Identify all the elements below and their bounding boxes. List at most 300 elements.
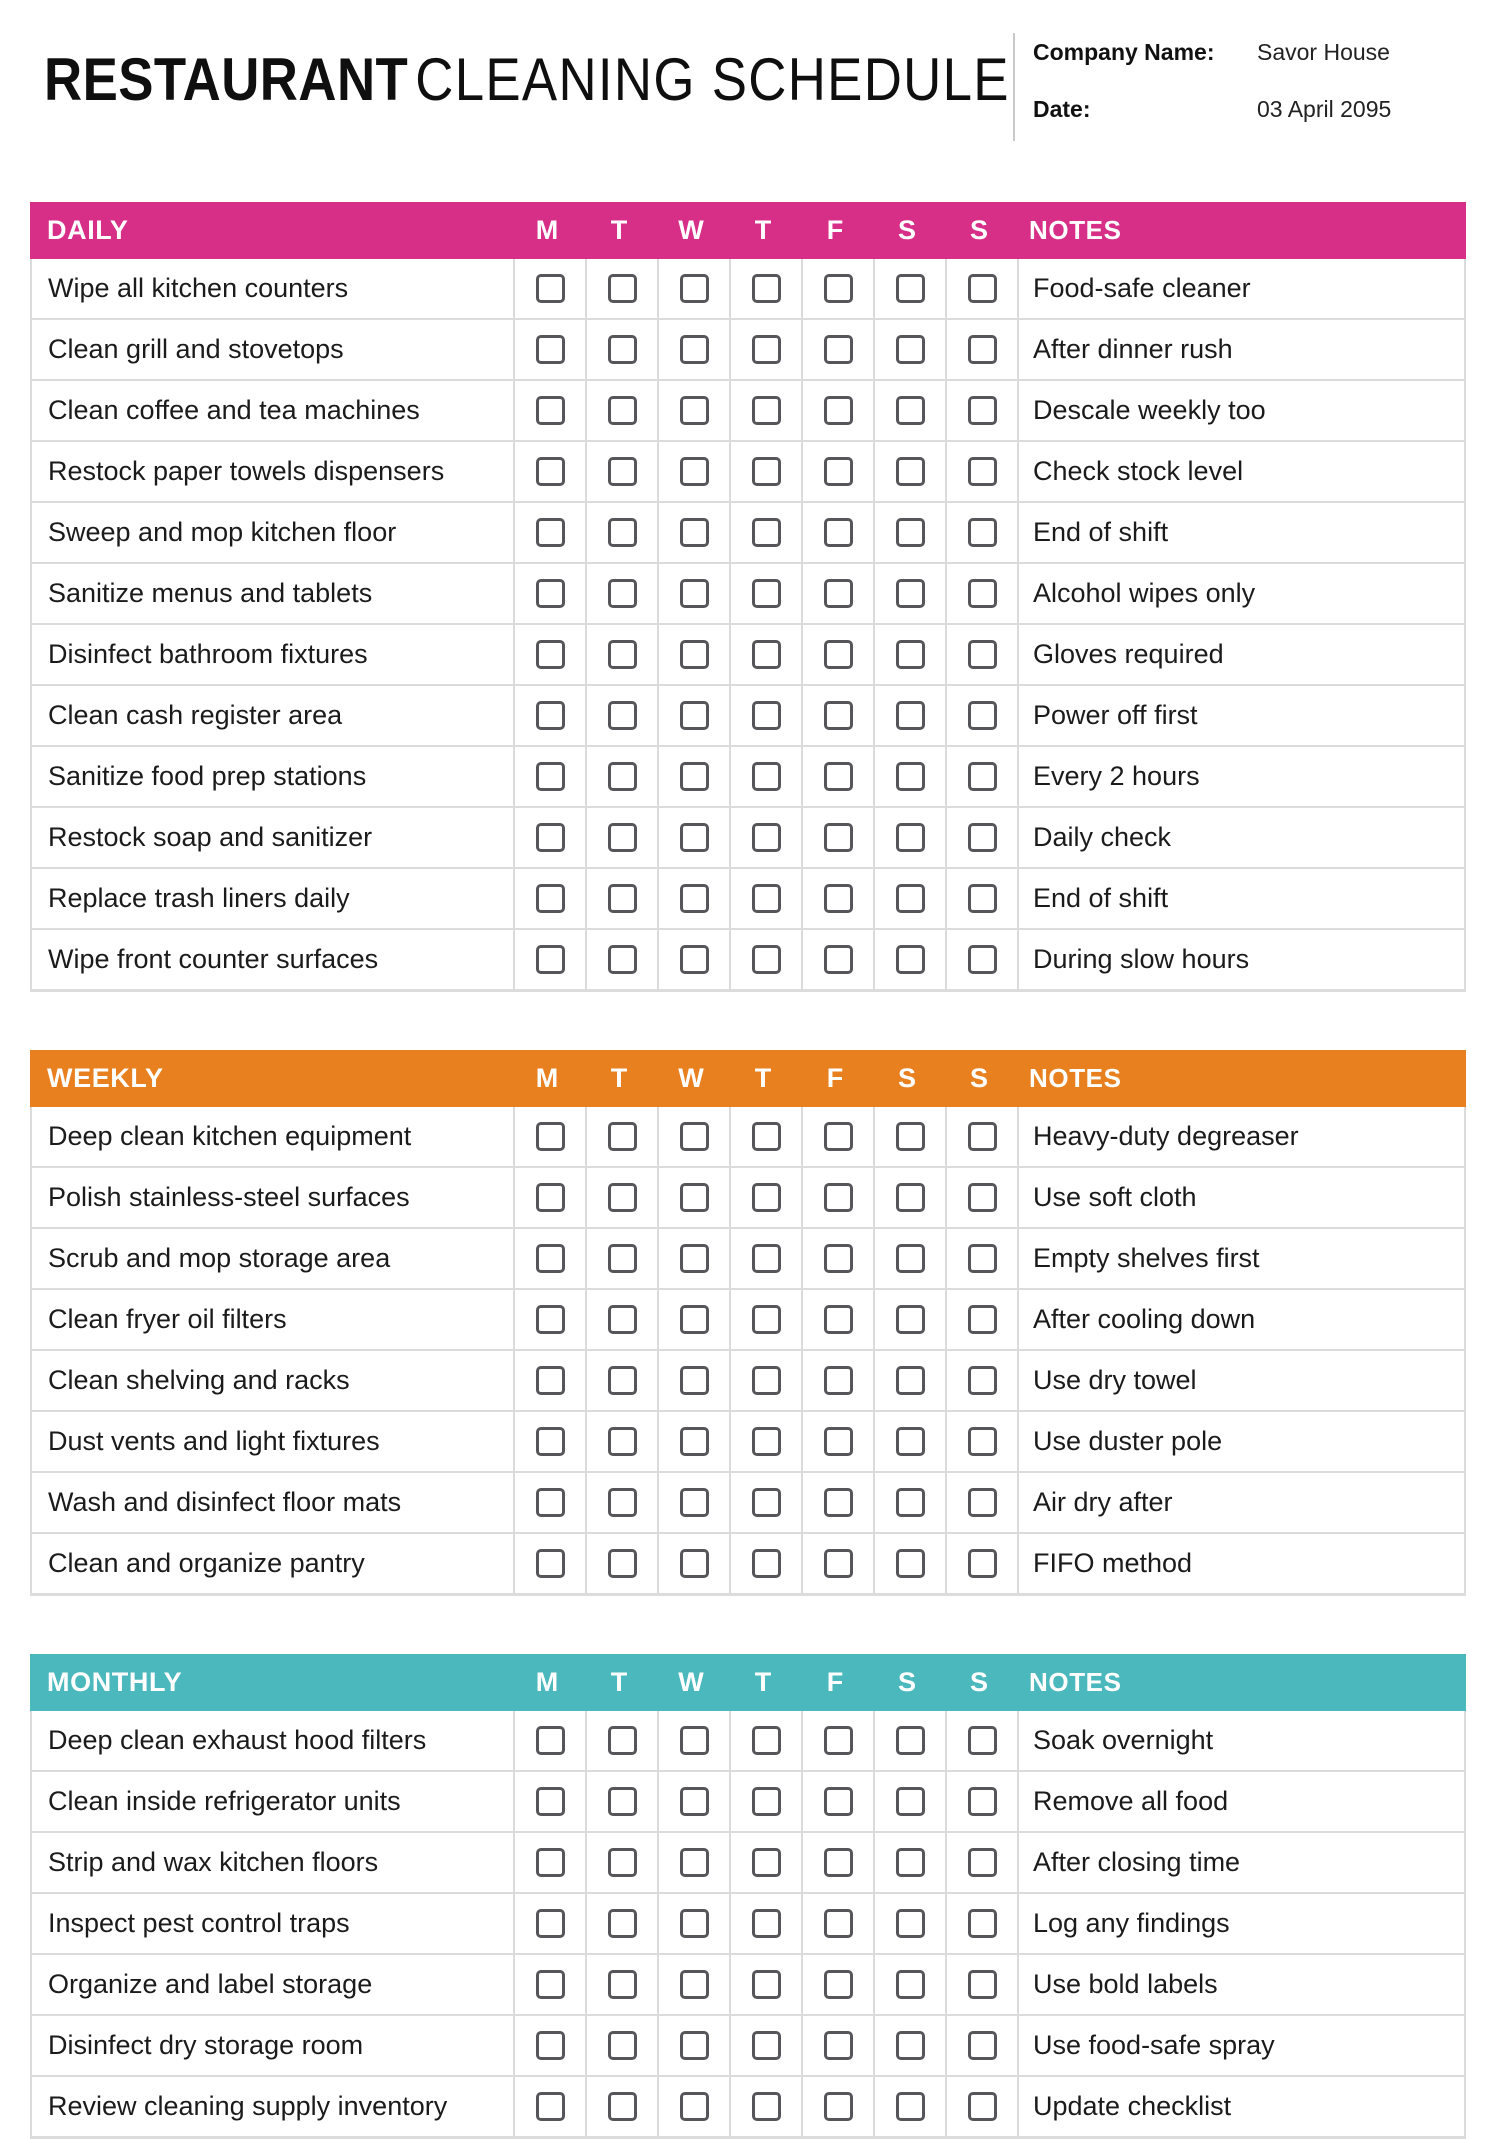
checkbox-cell — [873, 1711, 945, 1770]
checkbox-cell — [873, 1534, 945, 1593]
checkbox[interactable] — [680, 1848, 709, 1877]
checkbox[interactable] — [896, 2092, 925, 2121]
checkbox[interactable] — [824, 1183, 853, 1212]
checkbox[interactable] — [680, 1244, 709, 1273]
checkbox[interactable] — [536, 1726, 565, 1755]
checkbox[interactable] — [896, 457, 925, 486]
section-weekly — [30, 1050, 1466, 1596]
checkbox-cell — [801, 625, 873, 684]
checkbox[interactable] — [752, 2092, 781, 2121]
checkbox[interactable] — [968, 701, 997, 730]
checkbox-cell — [657, 1229, 729, 1288]
checkbox-cell — [801, 930, 873, 989]
checkbox-cell — [729, 930, 801, 989]
checkbox[interactable] — [824, 1244, 853, 1273]
checkbox[interactable] — [536, 457, 565, 486]
checkbox[interactable] — [824, 579, 853, 608]
checkbox[interactable] — [896, 274, 925, 303]
checkbox[interactable] — [824, 518, 853, 547]
table-row — [32, 1772, 1464, 1833]
checkbox[interactable] — [896, 1909, 925, 1938]
checkbox[interactable] — [824, 1549, 853, 1578]
checkbox[interactable] — [680, 1488, 709, 1517]
checkbox[interactable] — [536, 762, 565, 791]
checkbox[interactable] — [968, 1726, 997, 1755]
checkbox-cell — [657, 1107, 729, 1166]
checkbox[interactable] — [824, 1366, 853, 1395]
checkbox[interactable] — [824, 335, 853, 364]
checkbox-cell — [801, 503, 873, 562]
section-body-daily — [30, 259, 1466, 992]
checkbox[interactable] — [608, 1244, 637, 1273]
checkbox[interactable] — [536, 640, 565, 669]
day-header: F — [826, 1063, 844, 1093]
checkbox-cell — [513, 2077, 585, 2136]
checkbox-cell — [513, 1772, 585, 1831]
checkbox[interactable] — [752, 396, 781, 425]
checkbox[interactable] — [896, 884, 925, 913]
checkbox[interactable] — [824, 1848, 853, 1877]
checkbox[interactable] — [608, 762, 637, 791]
checkbox-cell — [729, 747, 801, 806]
checkbox-cell — [585, 686, 657, 745]
checkbox[interactable] — [608, 1305, 637, 1334]
checkbox[interactable] — [680, 701, 709, 730]
section-monthly — [30, 1654, 1466, 2139]
checkbox[interactable] — [824, 457, 853, 486]
checkbox-cell — [513, 2016, 585, 2075]
checkbox[interactable] — [536, 2031, 565, 2060]
checkbox-cell — [801, 1351, 873, 1410]
checkbox[interactable] — [680, 1726, 709, 1755]
checkbox-cell — [945, 686, 1017, 745]
day-header: T — [754, 1063, 772, 1093]
note-text: Use duster pole — [1017, 1412, 1464, 1471]
task-label: Clean cash register area — [48, 700, 343, 730]
checkbox[interactable] — [824, 274, 853, 303]
checkbox[interactable] — [680, 518, 709, 547]
checkbox[interactable] — [896, 396, 925, 425]
checkbox-cell — [657, 808, 729, 867]
checkbox-cell — [945, 1772, 1017, 1831]
checkbox[interactable] — [536, 518, 565, 547]
checkbox[interactable] — [896, 1726, 925, 1755]
checkbox[interactable] — [536, 274, 565, 303]
section-title: WEEKLY — [47, 1063, 164, 1093]
checkbox[interactable] — [536, 1488, 565, 1517]
task-label: Sanitize menus and tablets — [48, 578, 373, 608]
table-row — [32, 2016, 1464, 2077]
checkbox[interactable] — [968, 579, 997, 608]
table-row — [32, 2077, 1464, 2136]
checkbox[interactable] — [680, 1183, 709, 1212]
checkbox[interactable] — [608, 1366, 637, 1395]
checkbox-cell — [513, 625, 585, 684]
page-title-light: CLEANING SCHEDULE — [415, 46, 1010, 113]
checkbox-cell — [729, 1412, 801, 1471]
checkbox[interactable] — [824, 1427, 853, 1456]
checkbox-cell — [801, 320, 873, 379]
checkbox[interactable] — [824, 1488, 853, 1517]
checkbox[interactable] — [608, 1427, 637, 1456]
checkbox[interactable] — [824, 945, 853, 974]
checkbox[interactable] — [608, 823, 637, 852]
checkbox[interactable] — [752, 335, 781, 364]
checkbox[interactable] — [680, 1970, 709, 1999]
checkbox[interactable] — [536, 1848, 565, 1877]
checkbox-cell — [657, 686, 729, 745]
checkbox[interactable] — [968, 396, 997, 425]
checkbox[interactable] — [680, 1366, 709, 1395]
checkbox[interactable] — [752, 1787, 781, 1816]
checkbox[interactable] — [752, 1427, 781, 1456]
checkbox-cell — [657, 1168, 729, 1227]
checkbox-cell — [801, 2016, 873, 2075]
checkbox-cell — [873, 1772, 945, 1831]
checkbox-cell — [585, 869, 657, 928]
checkbox[interactable] — [824, 1787, 853, 1816]
checkbox[interactable] — [752, 1726, 781, 1755]
checkbox-cell — [585, 259, 657, 318]
checkbox[interactable] — [536, 823, 565, 852]
checkbox[interactable] — [968, 518, 997, 547]
checkbox[interactable] — [752, 640, 781, 669]
checkbox-cell — [729, 1229, 801, 1288]
checkbox-cell — [513, 1168, 585, 1227]
checkbox[interactable] — [968, 2092, 997, 2121]
checkbox[interactable] — [968, 884, 997, 913]
task-label: Deep clean exhaust hood filters — [48, 1725, 427, 1755]
checkbox[interactable] — [680, 274, 709, 303]
checkbox[interactable] — [752, 1549, 781, 1578]
checkbox-cell — [585, 1473, 657, 1532]
table-row — [32, 1955, 1464, 2016]
note-text: Daily check — [1017, 808, 1464, 867]
checkbox[interactable] — [536, 701, 565, 730]
checkbox-cell — [657, 442, 729, 501]
checkbox-cell — [873, 625, 945, 684]
checkbox[interactable] — [536, 1909, 565, 1938]
checkbox-cell — [657, 381, 729, 440]
checkbox[interactable] — [896, 1427, 925, 1456]
checkbox[interactable] — [824, 1122, 853, 1151]
task-label: Clean inside refrigerator units — [48, 1786, 401, 1816]
checkbox[interactable] — [608, 2031, 637, 2060]
table-row — [32, 686, 1464, 747]
checkbox-cell — [801, 1534, 873, 1593]
checkbox[interactable] — [608, 335, 637, 364]
task-label: Disinfect bathroom fixtures — [48, 639, 368, 669]
checkbox[interactable] — [896, 823, 925, 852]
checkbox[interactable] — [824, 1726, 853, 1755]
checkbox[interactable] — [608, 579, 637, 608]
checkbox-cell — [657, 625, 729, 684]
checkbox[interactable] — [752, 1366, 781, 1395]
note-text: Update checklist — [1017, 2077, 1464, 2136]
checkbox[interactable] — [896, 1305, 925, 1334]
checkbox[interactable] — [536, 396, 565, 425]
checkbox[interactable] — [608, 1549, 637, 1578]
checkbox[interactable] — [896, 1488, 925, 1517]
checkbox[interactable] — [752, 2031, 781, 2060]
table-row — [32, 320, 1464, 381]
checkbox-cell — [657, 1955, 729, 2014]
checkbox[interactable] — [752, 579, 781, 608]
date-value: 03 April 2095 — [1257, 96, 1392, 122]
checkbox-cell — [585, 1351, 657, 1410]
checkbox[interactable] — [896, 640, 925, 669]
checkbox[interactable] — [824, 1970, 853, 1999]
checkbox[interactable] — [968, 1366, 997, 1395]
checkbox[interactable] — [752, 274, 781, 303]
checkbox[interactable] — [536, 1427, 565, 1456]
checkbox[interactable] — [824, 823, 853, 852]
note-text: Air dry after — [1017, 1473, 1464, 1532]
checkbox[interactable] — [752, 945, 781, 974]
checkbox[interactable] — [968, 1305, 997, 1334]
checkbox-cell — [585, 930, 657, 989]
checkbox[interactable] — [968, 457, 997, 486]
note-text: Heavy-duty degreaser — [1017, 1107, 1464, 1166]
checkbox[interactable] — [752, 762, 781, 791]
checkbox-cell — [729, 2016, 801, 2075]
checkbox[interactable] — [608, 1183, 637, 1212]
day-header: T — [754, 215, 772, 245]
checkbox-cell — [657, 1534, 729, 1593]
note-text: Use dry towel — [1017, 1351, 1464, 1410]
checkbox[interactable] — [608, 396, 637, 425]
checkbox[interactable] — [896, 1848, 925, 1877]
task-label: Sweep and mop kitchen floor — [48, 517, 397, 547]
checkbox-cell — [729, 808, 801, 867]
table-row — [32, 930, 1464, 989]
checkbox[interactable] — [896, 762, 925, 791]
checkbox[interactable] — [536, 1183, 565, 1212]
table-row — [32, 625, 1464, 686]
checkbox[interactable] — [824, 1909, 853, 1938]
checkbox[interactable] — [680, 1427, 709, 1456]
checkbox[interactable] — [608, 2092, 637, 2121]
checkbox[interactable] — [536, 335, 565, 364]
checkbox[interactable] — [968, 1970, 997, 1999]
table-row — [32, 503, 1464, 564]
checkbox[interactable] — [968, 1787, 997, 1816]
section-header-weekly — [30, 1050, 1466, 1107]
company-meta — [1013, 33, 1391, 141]
checkbox[interactable] — [536, 2092, 565, 2121]
checkbox[interactable] — [680, 762, 709, 791]
checkbox[interactable] — [896, 518, 925, 547]
checkbox[interactable] — [824, 701, 853, 730]
checkbox[interactable] — [824, 640, 853, 669]
checkbox[interactable] — [608, 884, 637, 913]
checkbox-cell — [585, 1534, 657, 1593]
checkbox[interactable] — [608, 1726, 637, 1755]
checkbox[interactable] — [536, 1244, 565, 1273]
checkbox-cell — [513, 1534, 585, 1593]
checkbox[interactable] — [968, 1244, 997, 1273]
checkbox[interactable] — [968, 1427, 997, 1456]
checkbox[interactable] — [608, 1122, 637, 1151]
checkbox[interactable] — [608, 1909, 637, 1938]
checkbox[interactable] — [824, 2031, 853, 2060]
checkbox[interactable] — [680, 884, 709, 913]
checkbox[interactable] — [608, 1970, 637, 1999]
checkbox-cell — [945, 1107, 1017, 1166]
checkbox[interactable] — [896, 579, 925, 608]
checkbox[interactable] — [968, 1488, 997, 1517]
checkbox[interactable] — [896, 1122, 925, 1151]
checkbox[interactable] — [896, 1183, 925, 1212]
checkbox[interactable] — [680, 1305, 709, 1334]
note-text: Use bold labels — [1017, 1955, 1464, 2014]
task-label: Organize and label storage — [48, 1969, 373, 1999]
checkbox[interactable] — [752, 1970, 781, 1999]
checkbox[interactable] — [608, 457, 637, 486]
notes-header: NOTES — [1029, 1667, 1122, 1697]
checkbox-cell — [801, 1168, 873, 1227]
checkbox[interactable] — [968, 2031, 997, 2060]
checkbox[interactable] — [752, 518, 781, 547]
checkbox[interactable] — [680, 1787, 709, 1816]
note-text: Log any findings — [1017, 1894, 1464, 1953]
checkbox-cell — [513, 869, 585, 928]
checkbox[interactable] — [896, 1970, 925, 1999]
checkbox[interactable] — [680, 457, 709, 486]
checkbox[interactable] — [680, 640, 709, 669]
table-row — [32, 808, 1464, 869]
checkbox[interactable] — [680, 396, 709, 425]
checkbox-cell — [513, 503, 585, 562]
checkbox-cell — [657, 2016, 729, 2075]
checkbox[interactable] — [824, 884, 853, 913]
checkbox-cell — [585, 1229, 657, 1288]
checkbox-cell — [513, 1412, 585, 1471]
checkbox[interactable] — [680, 2092, 709, 2121]
company-name-label: Company Name: — [1033, 39, 1215, 65]
checkbox[interactable] — [752, 823, 781, 852]
checkbox[interactable] — [968, 1183, 997, 1212]
checkbox-cell — [873, 1168, 945, 1227]
checkbox[interactable] — [824, 396, 853, 425]
checkbox-cell — [585, 320, 657, 379]
checkbox-cell — [729, 1772, 801, 1831]
checkbox[interactable] — [896, 1549, 925, 1578]
checkbox[interactable] — [752, 1122, 781, 1151]
checkbox-cell — [873, 1107, 945, 1166]
table-row — [32, 1894, 1464, 1955]
checkbox[interactable] — [608, 945, 637, 974]
checkbox[interactable] — [680, 945, 709, 974]
table-row — [32, 1229, 1464, 1290]
checkbox[interactable] — [536, 1122, 565, 1151]
checkbox[interactable] — [536, 884, 565, 913]
checkbox[interactable] — [968, 1848, 997, 1877]
task-label: Replace trash liners daily — [48, 883, 350, 913]
checkbox[interactable] — [536, 579, 565, 608]
task-label: Clean fryer oil filters — [48, 1304, 287, 1334]
checkbox[interactable] — [968, 274, 997, 303]
checkbox[interactable] — [752, 1244, 781, 1273]
checkbox[interactable] — [680, 823, 709, 852]
checkbox-cell — [945, 1168, 1017, 1227]
checkbox[interactable] — [536, 1970, 565, 1999]
checkbox[interactable] — [824, 2092, 853, 2121]
checkbox[interactable] — [752, 457, 781, 486]
checkbox[interactable] — [536, 1305, 565, 1334]
checkbox[interactable] — [968, 945, 997, 974]
checkbox[interactable] — [536, 1549, 565, 1578]
checkbox[interactable] — [536, 945, 565, 974]
checkbox[interactable] — [968, 762, 997, 791]
checkbox[interactable] — [968, 335, 997, 364]
checkbox[interactable] — [824, 762, 853, 791]
checkbox-cell — [945, 930, 1017, 989]
checkbox[interactable] — [680, 1909, 709, 1938]
checkbox[interactable] — [536, 1787, 565, 1816]
checkbox[interactable] — [896, 1244, 925, 1273]
checkbox[interactable] — [752, 701, 781, 730]
checkbox-cell — [873, 1290, 945, 1349]
checkbox[interactable] — [680, 1549, 709, 1578]
checkbox-cell — [729, 442, 801, 501]
section-body-weekly — [30, 1107, 1466, 1596]
note-text: Use food-safe spray — [1017, 2016, 1464, 2075]
checkbox[interactable] — [896, 2031, 925, 2060]
task-label: Restock soap and sanitizer — [48, 822, 373, 852]
day-header: T — [610, 1063, 628, 1093]
checkbox-cell — [873, 686, 945, 745]
checkbox[interactable] — [680, 2031, 709, 2060]
checkbox[interactable] — [608, 274, 637, 303]
checkbox[interactable] — [752, 1305, 781, 1334]
checkbox[interactable] — [536, 1366, 565, 1395]
checkbox[interactable] — [752, 884, 781, 913]
checkbox-cell — [513, 808, 585, 867]
checkbox-cell — [801, 2077, 873, 2136]
checkbox[interactable] — [968, 1122, 997, 1151]
checkbox[interactable] — [896, 335, 925, 364]
checkbox[interactable] — [752, 1909, 781, 1938]
checkbox[interactable] — [968, 823, 997, 852]
checkbox-cell — [585, 1290, 657, 1349]
checkbox[interactable] — [608, 701, 637, 730]
checkbox-cell — [945, 1351, 1017, 1410]
checkbox[interactable] — [680, 579, 709, 608]
checkbox[interactable] — [896, 945, 925, 974]
checkbox[interactable] — [752, 1183, 781, 1212]
checkbox[interactable] — [608, 640, 637, 669]
checkbox[interactable] — [824, 1305, 853, 1334]
checkbox[interactable] — [896, 1366, 925, 1395]
checkbox-cell — [873, 930, 945, 989]
notes-header: NOTES — [1029, 1063, 1122, 1093]
checkbox[interactable] — [608, 1848, 637, 1877]
checkbox-cell — [513, 1229, 585, 1288]
checkbox[interactable] — [608, 1787, 637, 1816]
checkbox[interactable] — [968, 1549, 997, 1578]
checkbox[interactable] — [680, 335, 709, 364]
checkbox[interactable] — [968, 1909, 997, 1938]
checkbox[interactable] — [968, 640, 997, 669]
checkbox[interactable] — [896, 1787, 925, 1816]
checkbox[interactable] — [608, 518, 637, 547]
checkbox[interactable] — [752, 1488, 781, 1517]
checkbox[interactable] — [896, 701, 925, 730]
checkbox[interactable] — [752, 1848, 781, 1877]
checkbox[interactable] — [680, 1122, 709, 1151]
checkbox[interactable] — [608, 1488, 637, 1517]
